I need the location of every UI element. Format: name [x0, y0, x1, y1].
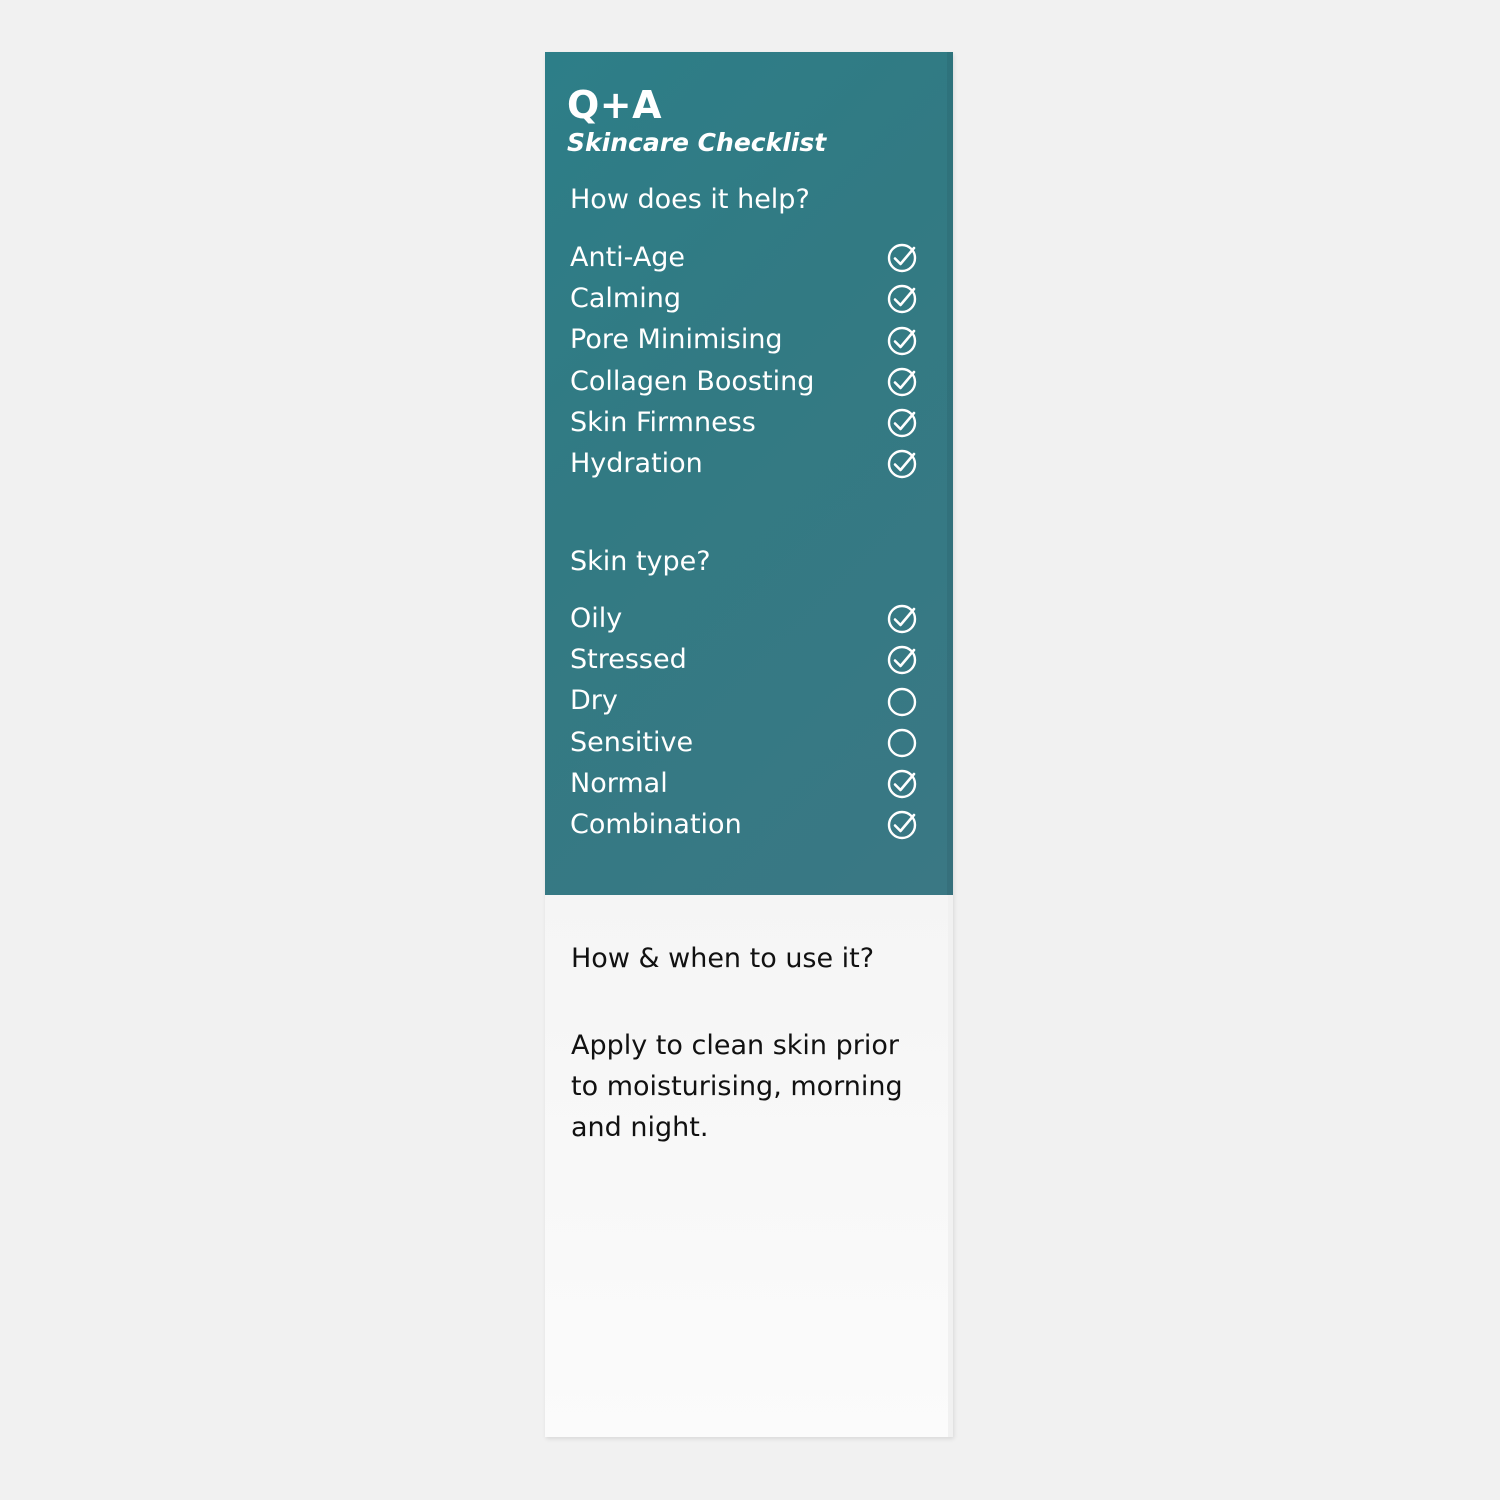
check-circle-icon: [887, 284, 917, 314]
check-circle-icon: [887, 408, 917, 438]
usage-panel: [545, 895, 948, 1437]
check-circle-icon: [887, 449, 917, 479]
skin-type-item: [570, 763, 920, 804]
check-circle-icon: [887, 604, 917, 634]
brand-logo: Q+A: [567, 83, 663, 127]
checklist-panel: [545, 52, 953, 895]
checklist-title: Skincare Checklist: [567, 128, 827, 157]
empty-circle-icon: [887, 728, 917, 758]
empty-circle-icon: [887, 687, 917, 717]
skin-type-item: [570, 804, 920, 845]
skin-type-item: [570, 681, 920, 722]
skin-type-item-label: Normal: [570, 767, 668, 799]
help-item: [570, 320, 920, 361]
help-item: [570, 237, 920, 278]
help-item-label: Anti-Age: [570, 241, 686, 273]
skin-type-item-label: Stressed: [570, 643, 687, 675]
skin-type-list: [570, 598, 920, 846]
product-box: [545, 52, 953, 1437]
skin-type-item: [570, 722, 920, 763]
skin-type-item-label: Combination: [570, 809, 742, 841]
help-list: [570, 237, 920, 485]
check-circle-icon: [887, 326, 917, 356]
help-item: [570, 278, 920, 319]
help-item-label: Calming: [570, 282, 681, 314]
usage-instructions: Apply to clean skin prior to moisturising, morning and night.: [571, 1030, 903, 1143]
help-item: [570, 361, 920, 402]
skin-type-item-label: Dry: [570, 685, 618, 717]
help-item-label: Collagen Boosting: [570, 365, 815, 397]
check-circle-icon: [887, 769, 917, 799]
skin-type-item: [570, 598, 920, 639]
help-item-label: Hydration: [570, 448, 703, 480]
check-circle-icon: [887, 367, 917, 397]
help-heading: How does it help?: [570, 184, 810, 215]
help-item: [570, 402, 920, 443]
help-item-label: Skin Firmness: [570, 406, 756, 438]
skin-type-item: [570, 639, 920, 680]
skin-type-heading: Skin type?: [570, 546, 711, 577]
skin-type-item-label: Oily: [570, 602, 623, 634]
check-circle-icon: [887, 243, 917, 273]
check-circle-icon: [887, 645, 917, 675]
usage-heading: How & when to use it?: [571, 943, 875, 974]
help-item: [570, 443, 920, 484]
check-circle-icon: [887, 810, 917, 840]
help-item-label: Pore Minimising: [570, 324, 783, 356]
skin-type-item-label: Sensitive: [570, 726, 694, 758]
